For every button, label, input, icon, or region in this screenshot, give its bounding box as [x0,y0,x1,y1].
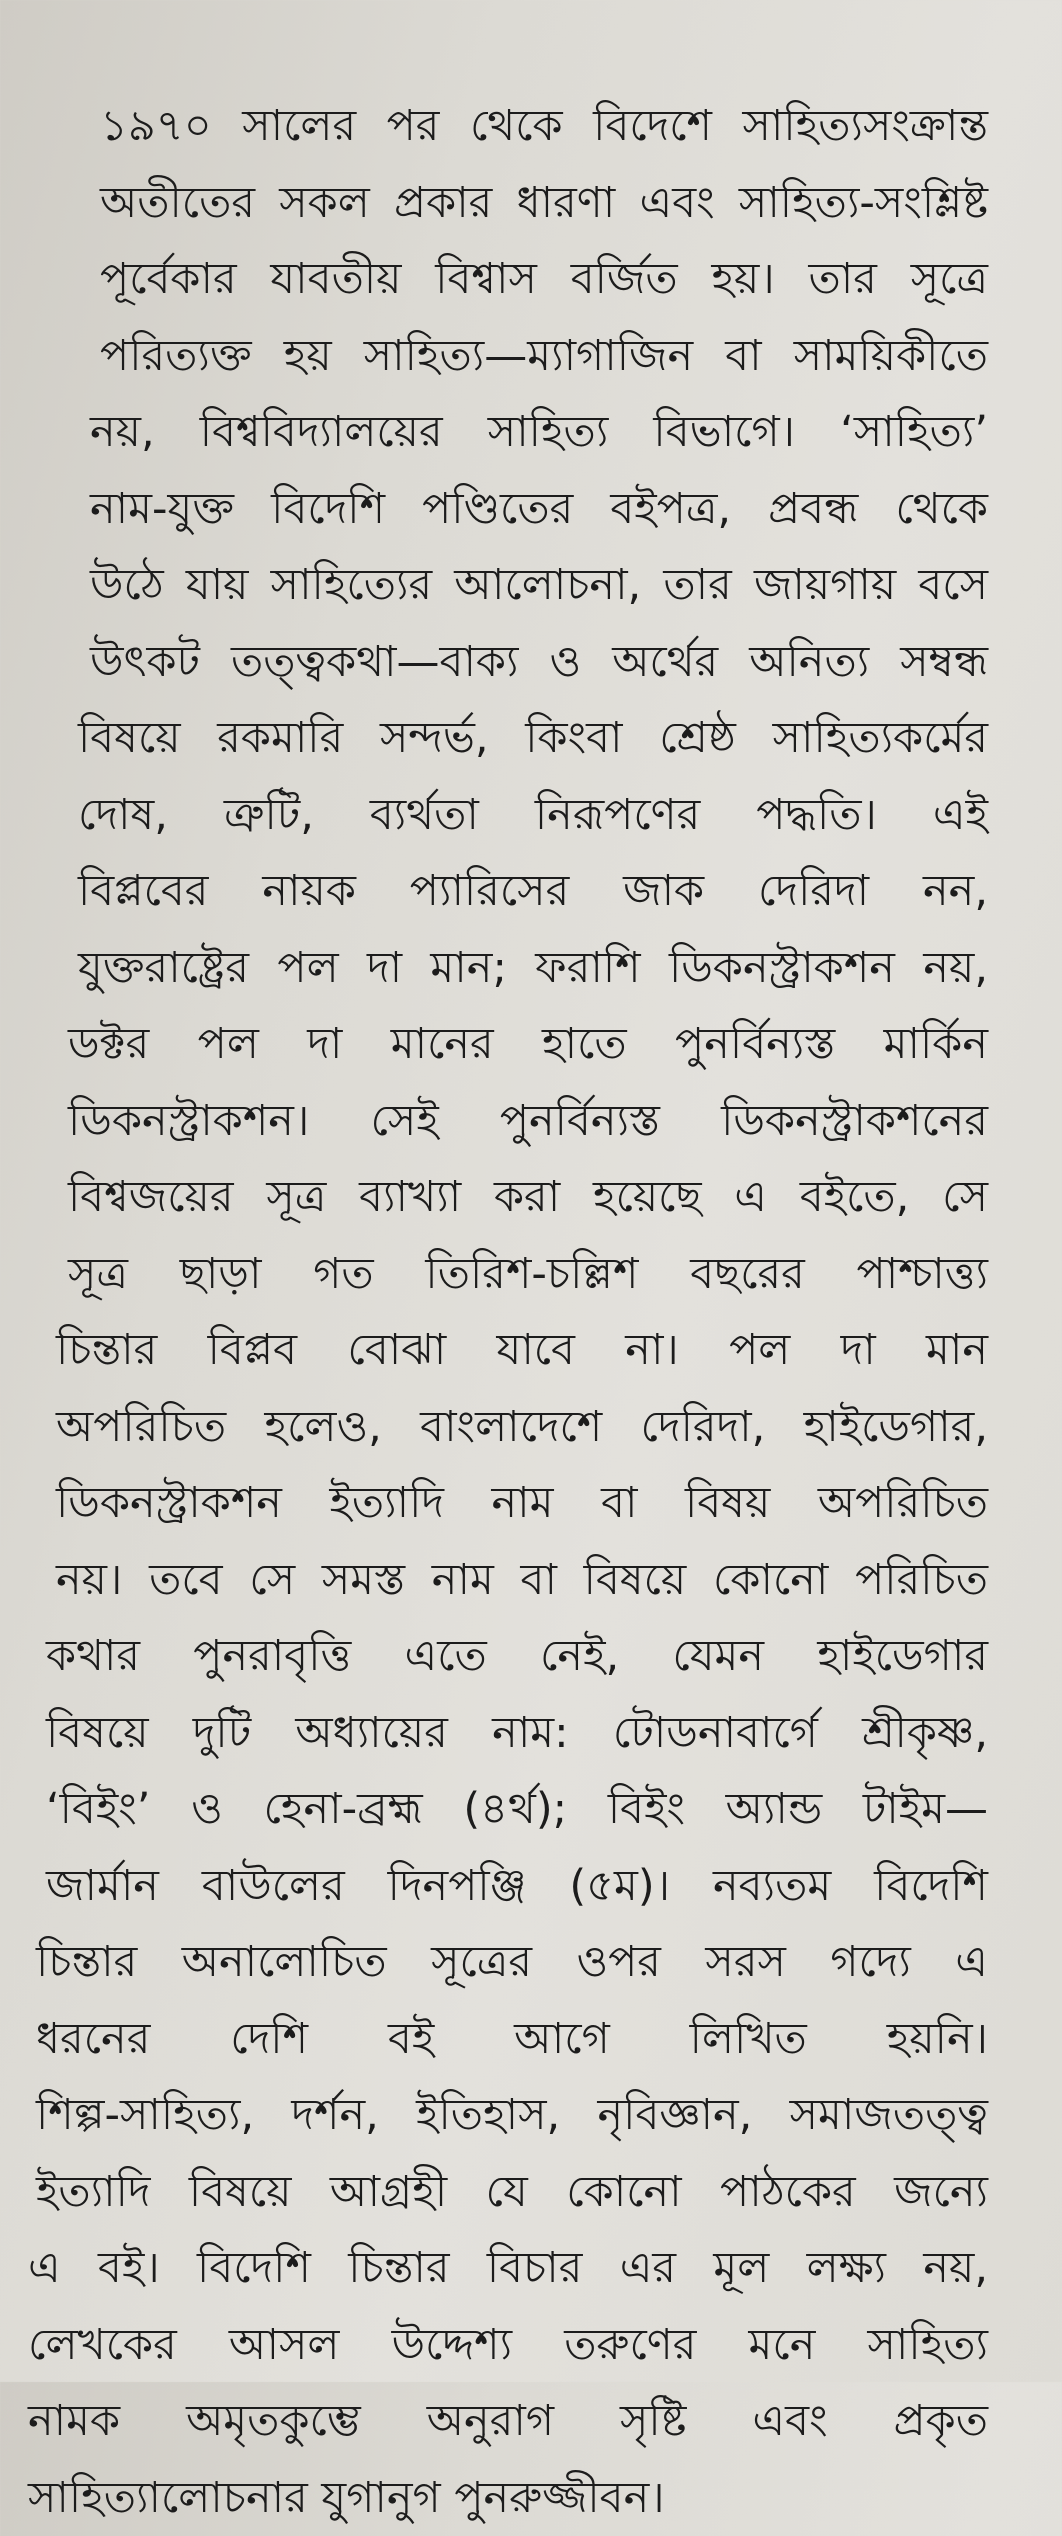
text-line-3: পূর্বেকার যাবতীয় বিশ্বাস বর্জিত হয়। তার সূত্রে [28,241,988,318]
text-line-14: ডিকনস্ট্রাকশন। সেই পুনর্বিন্যস্ত ডিকনস্ট্রাকশনের [28,1083,988,1160]
text-line-10: দোষ, ত্রুটি, ব্যর্থতা নিরূপণের পদ্ধতি। এই [28,777,988,854]
text-line-4: পরিত্যক্ত হয় সাহিত্য—ম্যাগাজিন বা সাময়িকীতে [28,318,988,395]
text-line-11: বিপ্লবের নায়ক প্যারিসের জাক দেরিদা নন, [28,853,988,930]
text-line-13: ডক্টর পল দা মানের হাতে পুনর্বিন্যস্ত মার্কিন [28,1006,988,1083]
text-line-27: শিল্প-সাহিত্য, দর্শন, ইতিহাস, নৃবিজ্ঞান, সমাজতত্ত্ব [28,2077,988,2154]
text-line-31: নামক অমৃতকুম্ভে অনুরাগ সৃষ্টি এবং প্রকৃত [28,2383,988,2460]
text-line-17: চিন্তার বিপ্লব বোঝা যাবে না। পল দা মান [28,1312,988,1389]
text-line-28: ইত্যাদি বিষয়ে আগ্রহী যে কোনো পাঠকের জন্যে [28,2154,988,2231]
text-line-15: বিশ্বজয়ের সূত্র ব্যাখ্যা করা হয়েছে এ বইতে, সে [28,1159,988,1236]
text-line-25: চিন্তার অনালোচিত সূত্রের ওপর সরস গদ্যে এ [28,1924,988,2001]
text-line-7: উঠে যায় সাহিত্যের আলোচনা, তার জায়গায় বসে [28,547,988,624]
text-line-5: নয়, বিশ্ববিদ্যালয়ের সাহিত্য বিভাগে। ‘সাহিত্য’ [28,394,988,471]
text-line-6: নাম-যুক্ত বিদেশি পণ্ডিতের বইপত্র, প্রবন্ধ থেকে [28,471,988,548]
text-line-32: সাহিত্যালোচনার যুগানুগ পুনরুজ্জীবন। [28,2460,988,2536]
text-line-16: সূত্র ছাড়া গত তিরিশ-চল্লিশ বছরের পাশ্চাত্ত্য [28,1236,988,1313]
blurb-paragraph [28,88,988,2536]
text-line-18: অপরিচিত হলেও, বাংলাদেশে দেরিদা, হাইডেগার, [28,1389,988,1466]
text-line-20: নয়। তবে সে সমস্ত নাম বা বিষয়ে কোনো পরিচিত [28,1542,988,1619]
text-line-1: ১৯৭০ সালের পর থেকে বিদেশে সাহিত্যসংক্রান্ত [28,88,988,165]
text-line-23: ‘বিইং’ ও হেনা-ব্রহ্ম (৪র্থ); বিইং অ্যান্ড টাইম— [28,1771,988,1848]
text-line-30: লেখকের আসল উদ্দেশ্য তরুণের মনে সাহিত্য [28,2307,988,2384]
text-line-22: বিষয়ে দুটি অধ্যায়ের নাম: টোডনাবার্গে শ্রীকৃষ্ণ, [28,1695,988,1772]
text-line-29: এ বই। বিদেশি চিন্তার বিচার এর মূল লক্ষ্য নয়, [28,2230,988,2307]
text-line-26: ধরনের দেশি বই আগে লিখিত হয়নি। [28,2001,988,2078]
text-line-21: কথার পুনরাবৃত্তি এতে নেই, যেমন হাইডেগার [28,1618,988,1695]
text-line-8: উৎকট তত্ত্বকথা—বাক্য ও অর্থের অনিত্য সম্বন্ধ [28,624,988,701]
text-line-19: ডিকনস্ট্রাকশন ইত্যাদি নাম বা বিষয় অপরিচিত [28,1465,988,1542]
text-line-9: বিষয়ে রকমারি সন্দর্ভ, কিংবা শ্রেষ্ঠ সাহিত্যকর্মের [28,700,988,777]
text-line-24: জার্মান বাউলের দিনপঞ্জি (৫ম)। নব্যতম বিদেশি [28,1848,988,1925]
text-line-12: যুক্তরাষ্ট্রের পল দা মান; ফরাশি ডিকনস্ট্রাকশন নয়, [28,930,988,1007]
text-line-2: অতীতের সকল প্রকার ধারণা এবং সাহিত্য-সংশ্লিষ্ট [28,165,988,242]
